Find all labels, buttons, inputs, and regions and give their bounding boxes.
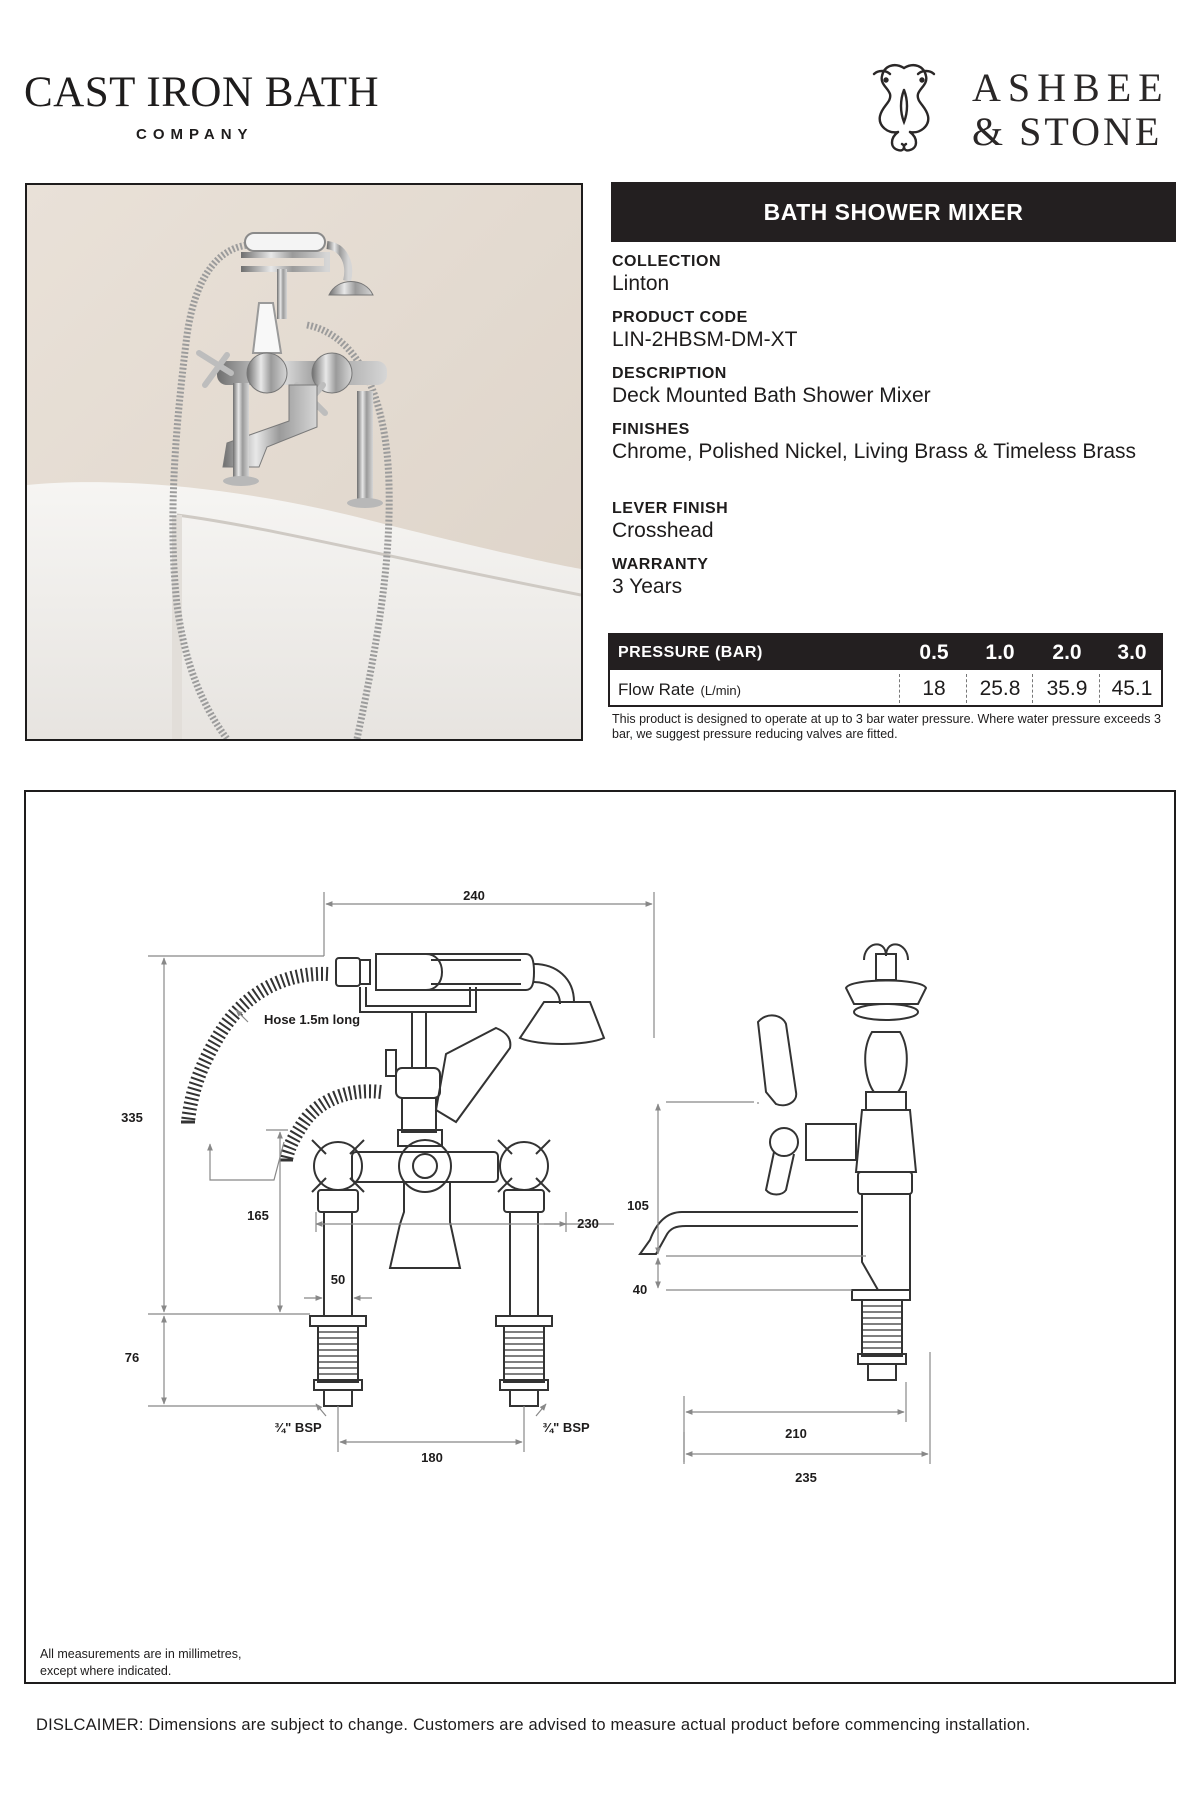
brand-logo-company: COMPANY [136,126,254,143]
disclaimer: DISLCAIMER: Dimensions are subject to change. Customers are advised to measure actual product before commencing installation. [36,1716,1031,1734]
pressure-value: 0.5 [919,641,949,664]
flow-rate-value: 35.9 [1046,677,1088,700]
dim-230: 230 [577,1216,599,1231]
pressure-table-header [610,635,1161,670]
pressure-value: 2.0 [1052,641,1082,664]
flow-rate-value: 18 [922,677,946,700]
spec-key: PRODUCT CODE [612,309,748,326]
brand-logo-cast-iron-bath: CAST IRON BATH [24,69,380,116]
flow-rate-label-text: Flow Rate [618,680,695,699]
dim-76: 76 [124,1350,140,1365]
dim-40: 40 [632,1282,648,1297]
column-divider [1032,674,1033,703]
measurement-note-line: except where indicated. [40,1664,172,1678]
flow-rate-value: 25.8 [979,677,1021,700]
side-view [640,944,926,1380]
bsp-label-right: ¾" BSP [542,1420,590,1435]
dim-235: 235 [795,1470,817,1485]
spec-collection [612,253,1172,295]
spec-key: FINISHES [612,421,690,438]
pressure-header-label: PRESSURE (BAR) [618,644,763,661]
spec-product-code [612,309,1172,351]
seahorse-logo-icon [860,60,948,160]
spec-value: Deck Mounted Bath Shower Mixer [612,384,931,407]
flow-rate-unit: (L/min) [700,683,741,698]
spec-key: COLLECTION [612,253,721,270]
pressure-value: 1.0 [985,641,1015,664]
spec-key: DESCRIPTION [612,365,727,382]
dim-240: 240 [463,888,485,903]
dim-335: 335 [121,1110,143,1125]
flow-rate-row [610,670,1161,707]
spec-value: 3 Years [612,575,683,598]
bsp-label-left: ¾" BSP [274,1420,322,1435]
technical-drawing [24,790,1176,1684]
dim-165: 165 [247,1208,269,1223]
pressure-note: This product is designed to operate at up to 3 bar water pressure. Where water pressure exceeds 3 bar, we suggest pressure reducing valves are fitted. [612,712,1161,741]
technical-drawing-svg [26,792,1174,1682]
measurement-note [40,1646,241,1680]
measurement-note-line: All measurements are in millimetres, [40,1647,242,1661]
spec-value: Linton [612,272,670,295]
dim-180: 180 [421,1450,443,1465]
spec-description [612,365,1172,407]
spec-value: LIN-2HBSM-DM-XT [612,328,798,351]
hose-label: Hose 1.5m long [264,1012,361,1027]
dim-210: 210 [785,1426,807,1441]
spec-warranty [612,556,1172,598]
spec-lever-finish [612,500,1172,542]
dimension-lines [148,892,930,1464]
product-title: BATH SHOWER MIXER [611,182,1176,242]
spec-value: Chrome, Polished Nickel, Living Brass & Timeless Brass [612,440,1137,463]
pressure-value: 3.0 [1117,641,1147,664]
dim-105: 105 [627,1198,649,1213]
flow-rate-label [618,680,741,700]
product-photo [25,183,583,741]
dim-50: 50 [330,1272,346,1287]
spec-key: WARRANTY [612,556,709,573]
spec-key: LEVER FINISH [612,500,729,517]
column-divider [966,674,967,703]
spec-value: Crosshead [612,519,714,542]
spec-finishes [612,421,1172,463]
brand-logo-stone: & STONE [972,109,1163,154]
flow-rate-value: 45.1 [1111,677,1153,700]
brand-logo-ashbee: ASHBEE [972,65,1170,110]
column-divider [899,674,900,703]
pressure-table [608,633,1163,707]
